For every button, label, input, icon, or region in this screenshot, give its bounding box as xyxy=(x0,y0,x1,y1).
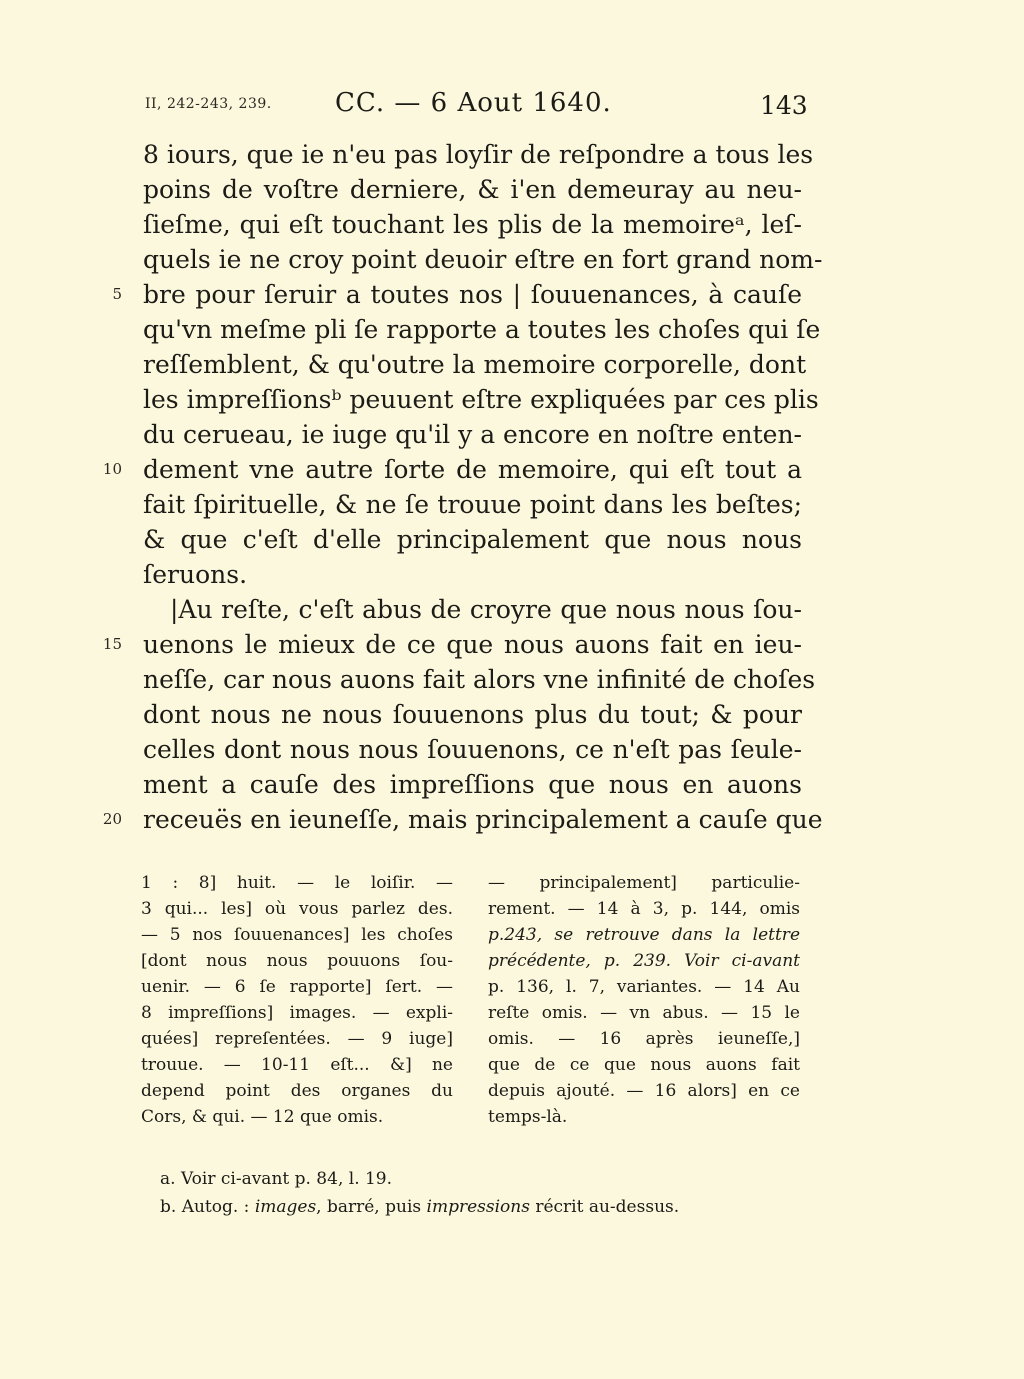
line-number: 20 xyxy=(102,810,122,828)
variant-line: 3 qui... les] où vous parlez des. xyxy=(141,899,453,919)
text-line: les impreſſionsᵇ peuuent eſtre expliquées par ces plis xyxy=(143,385,819,414)
footnote-b-suffix: récrit au-dessus. xyxy=(529,1197,680,1217)
line-number: 15 xyxy=(102,635,122,653)
text-line: ment a cauſe des impreſſions que nous en auons xyxy=(143,770,802,799)
footnote-a: a. Voir ci-avant p. 84, l. 19. xyxy=(160,1169,393,1189)
variant-line: p. 136, l. 7, variantes. — 14 Au xyxy=(488,977,800,997)
variant-line: Cors, & qui. — 12 que omis. xyxy=(141,1107,384,1127)
variant-line: [dont nous nous pouuons ſou- xyxy=(141,951,453,971)
variant-line: — 5 nos ſouuenances] les choſes xyxy=(141,925,453,945)
footnote-b xyxy=(160,1193,679,1221)
variant-line: omis. — 16 après ieuneſſe,] xyxy=(488,1029,800,1049)
line-number: 5 xyxy=(112,285,122,303)
variant-line: depuis ajouté. — 16 alors] en ce xyxy=(488,1081,800,1101)
source-reference: II, 242-243, 239. xyxy=(145,96,272,112)
variant-line: précédente, p. 239. Voir ci-avant xyxy=(488,951,800,971)
text-line: receuës en ieuneſſe, mais principalement a cauſe que xyxy=(143,805,823,834)
line-number: 10 xyxy=(102,460,122,478)
text-line: du cerueau, ie iuge qu'il y a encore en noſtre enten- xyxy=(143,420,802,449)
footnote-b-italic-impressions: impressions xyxy=(426,1197,530,1217)
variant-line: uenir. — 6 ſe rapporte] ſert. — xyxy=(141,977,453,997)
variant-line: depend point des organes du xyxy=(141,1081,453,1101)
text-line: neſſe, car nous auons fait alors vne infinité de choſes xyxy=(143,665,816,694)
text-line: celles dont nous nous ſouuenons, ce n'eſt pas ſeule- xyxy=(143,735,802,764)
variant-line: p.243, se retrouve dans la lettre xyxy=(488,925,800,945)
running-title: CC. — 6 Aout 1640. xyxy=(335,88,612,118)
variants-right-column xyxy=(488,870,800,1130)
variant-line: 8 impreſſions] images. — expli- xyxy=(141,1003,453,1023)
text-line: dont nous ne nous ſouuenons plus du tout; & pour xyxy=(143,700,802,729)
variant-line: — principalement] particulie- xyxy=(488,873,800,893)
footnotes xyxy=(160,1165,679,1221)
footnote-b-middle: , barré, puis xyxy=(316,1197,427,1217)
text-line: ſeruons. xyxy=(143,560,248,589)
footnote-b-prefix: b. Autog. : xyxy=(160,1197,255,1217)
variants-left-column xyxy=(141,870,453,1130)
text-line: qu'vn meſme pli ſe rapporte a toutes les choſes qui ſe xyxy=(143,315,821,344)
text-line: uenons le mieux de ce que nous auons fait en ieu- xyxy=(143,630,802,659)
variant-line: quées] repreſentées. — 9 iuge] xyxy=(141,1029,453,1049)
text-line: 8 iours, que ie n'eu pas loyſir de reſpondre a tous les xyxy=(143,140,814,169)
text-line: quels ie ne croy point deuoir eſtre en fort grand nom- xyxy=(143,245,823,274)
variant-line: rement. — 14 à 3, p. 144, omis xyxy=(488,899,800,919)
text-line: ſieſme, qui eſt touchant les plis de la memoireᵃ, leſ- xyxy=(143,210,802,239)
text-line: dement vne autre ſorte de memoire, qui eſt tout a xyxy=(143,455,802,484)
footnote-b-italic-images: images xyxy=(254,1197,317,1217)
text-line: bre pour ſeruir a toutes nos | ſouuenances, à cauſe xyxy=(143,280,802,309)
variant-line: 1 : 8] huit. — le loiſir. — xyxy=(141,873,453,893)
text-line: & que c'eſt d'elle principalement que nous nous xyxy=(143,525,802,554)
text-line: poins de voſtre derniere, & i'en demeuray au neu- xyxy=(143,175,802,204)
page-number: 143 xyxy=(760,91,808,120)
text-line: reſſemblent, & qu'outre la memoire corporelle, dont xyxy=(143,350,807,379)
variant-line: temps-là. xyxy=(488,1107,568,1127)
variant-line: trouue. — 10-11 eſt... &] ne xyxy=(141,1055,453,1075)
text-line: fait ſpirituelle, & ne ſe trouue point dans les beſtes; xyxy=(143,490,802,519)
variant-line: que de ce que nous auons fait xyxy=(488,1055,800,1075)
text-line: |Au reſte, c'eſt abus de croyre que nous nous ſou- xyxy=(170,595,802,624)
variant-line: reſte omis. — vn abus. — 15 le xyxy=(488,1003,800,1023)
